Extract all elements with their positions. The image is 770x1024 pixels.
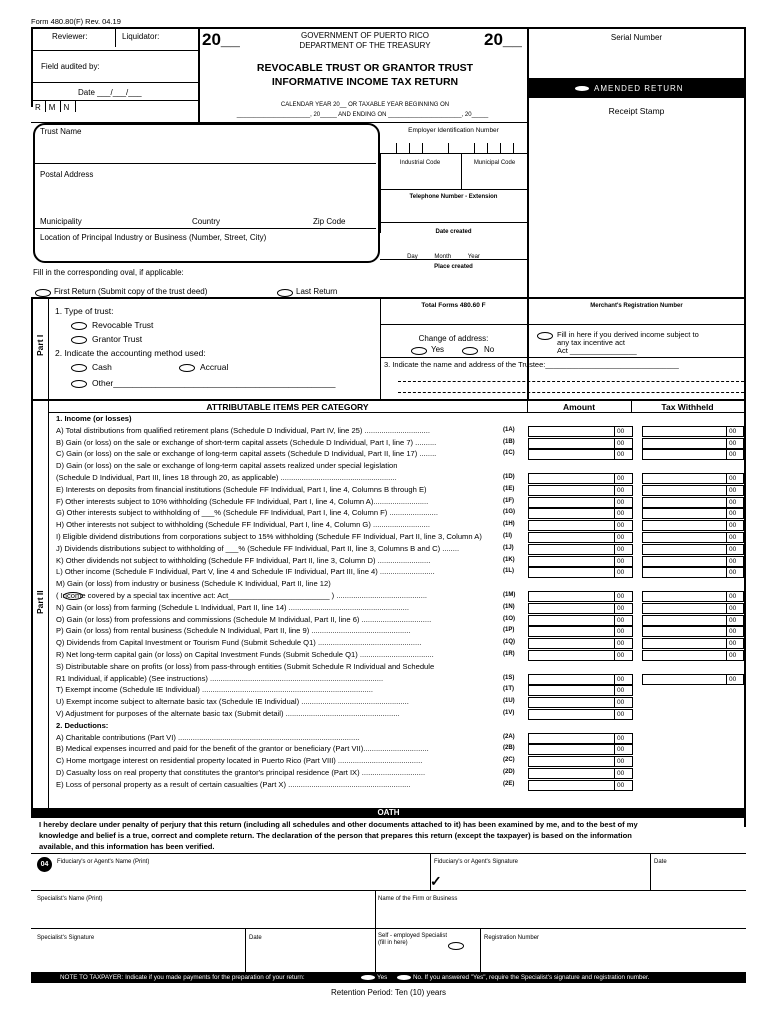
last-return-oval[interactable] — [277, 289, 293, 297]
tax-withheld-cents-divider — [726, 449, 727, 459]
part2-row-text: Q) Dividends from Capital Investment or Tourism Fund (Submit Schedule Q1) ................................................. — [56, 638, 422, 647]
part2-row-text: V) Adjustment for purposes of the alternate basic tax (Submit detail) ...................................................... — [56, 709, 400, 718]
field-audited-label: Field audited by: — [41, 62, 100, 71]
part2-row-text: I) Eligible dividend distributions from corporations subject to 15% withholding (Schedule FF Individual, Part II, line 3, Column A) — [56, 532, 482, 541]
receipt-stamp-label: Receipt Stamp — [608, 106, 665, 116]
amount-cents-divider — [614, 638, 615, 648]
part2-row-text: G) Other interests subject to withholding of ___% (Schedule FF Individual, Part I, line 4, Column F) ....................... — [56, 508, 438, 517]
amount-cents-divider — [614, 438, 615, 448]
tax-withheld-cents: 00 — [729, 428, 737, 435]
part2-row-text: K) Other dividends not subject to withholding (Schedule FF Individual, Part II, line 3, Column D) ......................... — [56, 556, 431, 565]
amount-cents-divider — [614, 733, 615, 743]
left-border-top — [31, 27, 33, 107]
footer-no-oval[interactable] — [397, 975, 411, 980]
part2-row-code: (1J) — [503, 545, 514, 551]
signature-checkmark-icon: ✓ — [430, 873, 442, 889]
part1-right-divider — [380, 297, 381, 399]
place-created-label: Place created — [434, 264, 473, 270]
part2-row-text: J) Dividends distributions subject to withholding of ___% (Schedule FF Individual, Part II, line 3, Columns B and C) ........ — [56, 544, 460, 553]
industrial-code-label: Industrial Code — [399, 160, 441, 166]
grantor-trust-label: Grantor Trust — [92, 334, 143, 344]
code-line — [380, 189, 527, 190]
part2-row-code: (1Q) — [503, 639, 515, 645]
oath-divider-4 — [245, 928, 246, 972]
amount-cents-divider — [614, 603, 615, 613]
amount-cents: 00 — [617, 487, 625, 494]
part2-row-code: (1A) — [503, 427, 515, 433]
part2-top-line — [31, 399, 746, 401]
year-right: 20__ — [484, 30, 522, 49]
first-return-label: First Return (Submit copy of the trust deed) — [54, 287, 208, 296]
tax-withheld-cents-divider — [726, 638, 727, 648]
grantor-trust-oval[interactable] — [71, 336, 87, 344]
tax-withheld-cents-divider — [726, 485, 727, 495]
part1-label-divider — [48, 297, 49, 399]
part2-row-code: (1R) — [503, 651, 515, 657]
amount-cents: 00 — [617, 558, 625, 565]
amount-cents-divider — [614, 615, 615, 625]
tax-withheld-cents-divider — [726, 626, 727, 636]
amount-cents-divider — [614, 426, 615, 436]
part2-row-code: (2B) — [503, 745, 515, 751]
oath-title: OATH — [377, 808, 400, 817]
amount-cents: 00 — [617, 746, 625, 753]
amount-cents: 00 — [617, 510, 625, 517]
retention-period: Retention Period: Ten (10) years — [330, 988, 447, 997]
part2-label: Part II — [35, 590, 45, 614]
fiduciary-name-label: Fiduciary's or Agent's Name (Print) — [57, 859, 150, 865]
change-address-label: Change of address: — [418, 334, 489, 343]
cash-oval[interactable] — [71, 364, 87, 372]
tax-withheld-cents-divider — [726, 556, 727, 566]
part2-row-code: (1U) — [503, 698, 515, 704]
amount-cents: 00 — [617, 475, 625, 482]
amount-cents-divider — [614, 756, 615, 766]
part2-row-code: (1D) — [503, 474, 515, 480]
amount-cents: 00 — [617, 699, 625, 706]
part2-row-text: M) Gain (or loss) from industry or business (Schedule K Individual, Part II, line 12) — [56, 579, 331, 588]
amount-cents: 00 — [617, 593, 625, 600]
tax-withheld-cents: 00 — [729, 475, 737, 482]
amount-cents-divider — [614, 532, 615, 542]
footer-note-b: No. If you answered "Yes", require the Specialist's signature and registration number. — [413, 974, 650, 981]
specialist-signature-label: Specialist's Signature — [37, 935, 95, 941]
serial-number-label: Serial Number — [610, 33, 663, 42]
part2-row-text: D) Casualty loss on real property that constitutes the grantor's principal residence (Part IX) .............................. — [56, 768, 426, 777]
telephone-label: Telephone Number - Extension — [409, 194, 498, 200]
change-address-no-oval[interactable] — [462, 347, 478, 355]
incentive-act-line1: Fill in here if you derived income subject to — [557, 330, 699, 339]
accrual-oval[interactable] — [179, 364, 195, 372]
left-block-divider — [198, 27, 200, 123]
rmn-divider-2 — [60, 100, 61, 112]
cash-label: Cash — [92, 362, 112, 372]
part2-row-text: ( Income covered by a special tax incentive act: Act________________________ ) ........................................... — [56, 591, 428, 600]
amount-cents: 00 — [617, 522, 625, 529]
self-employed-label-line1: Self - employed Specialist — [378, 933, 448, 939]
calendar-year-line1: CALENDAR YEAR 20__ OR TAXABLE YEAR BEGINNING ON — [280, 102, 450, 108]
amount-cents-divider — [614, 744, 615, 754]
part2-row-code: (2C) — [503, 757, 515, 763]
attributable-items-header: ATTRIBUTABLE ITEMS PER CATEGORY — [206, 402, 369, 412]
amount-cents: 00 — [617, 440, 625, 447]
liquidator-label: Liquidator: — [122, 32, 160, 41]
amount-cents-divider — [614, 709, 615, 719]
firm-name-label: Name of the Firm or Business — [378, 896, 458, 902]
other-method-oval[interactable] — [71, 380, 87, 388]
part2-row-text: F) Other interests subject to 10% withholding (Schedule FF Individual, Part I, line 4, Column A).......................... — [56, 497, 429, 506]
amount-cents: 00 — [617, 534, 625, 541]
part2-row-code: (1O) — [503, 616, 515, 622]
zip-code-label: Zip Code — [313, 217, 346, 226]
part1-top-line — [31, 297, 746, 299]
merchant-registration-label: Merchant's Registration Number — [590, 303, 683, 309]
amount-cents: 00 — [617, 451, 625, 458]
location-label: Location of Principal Industry or Business (Number, Street, City) — [40, 233, 267, 242]
part2-row-code: (1I) — [503, 533, 512, 539]
tax-withheld-cents-divider — [726, 567, 727, 577]
change-address-no-label: No — [484, 345, 495, 354]
amount-cents-divider — [614, 650, 615, 660]
fill-oval-label: Fill in the corresponding oval, if applicable: — [33, 268, 184, 277]
amount-cents-divider — [614, 556, 615, 566]
part2-row-text: E) Loss of personal property as a result of certain casualties (Part X) .......................................................... — [56, 780, 411, 789]
footer-yes-oval[interactable] — [361, 975, 375, 980]
amount-cents-divider — [614, 780, 615, 790]
tax-withheld-cents-divider — [726, 438, 727, 448]
form-title-line1: REVOCABLE TRUST OR GRANTOR TRUST — [256, 62, 474, 74]
part2-row-text: B) Medical expenses incurred and paid for the benefit of the grantor or beneficiary (Part VII)............................... — [56, 744, 429, 753]
part2-left-border — [31, 399, 33, 817]
amount-cents-divider — [614, 626, 615, 636]
tax-withheld-cents: 00 — [729, 534, 737, 541]
tax-withheld-cents-divider — [726, 426, 727, 436]
part2-row-text: D) Gain (or loss) on the sale or exchange of long-term capital assets realized under special legislation — [56, 461, 398, 470]
amended-return-label: AMENDED RETURN — [594, 84, 684, 93]
amount-cents-divider — [614, 497, 615, 507]
tax-withheld-cents-divider — [726, 544, 727, 554]
oath-divider-5 — [480, 928, 481, 972]
amount-cents: 00 — [617, 782, 625, 789]
rmn-divider-1 — [45, 100, 46, 112]
part2-header-line — [48, 412, 745, 413]
amount-cents-divider — [614, 674, 615, 684]
part2-row-code: (1S) — [503, 675, 515, 681]
amount-cents: 00 — [617, 628, 625, 635]
change-address-yes-label: Yes — [431, 345, 445, 354]
tax-withheld-cents: 00 — [729, 628, 737, 635]
change-address-yes-oval[interactable] — [411, 347, 427, 355]
oath-lower-line — [31, 928, 746, 929]
part2-row-text: A) Total distributions from qualified retirement plans (Schedule D Individual, Part IV, line 25) ............................... — [56, 426, 430, 435]
accounting-method-label: 2. Indicate the accounting method used: — [55, 348, 206, 358]
amount-cents: 00 — [617, 770, 625, 777]
self-employed-oval[interactable] — [448, 942, 464, 950]
part2-row-code: (1H) — [503, 521, 515, 527]
self-employed-label-line2: (fill in here) — [378, 940, 408, 946]
reviewer-divider — [115, 27, 116, 47]
part2-row-code: (1K) — [503, 557, 515, 563]
last-return-label: Last Return — [296, 287, 338, 296]
amount-cents-divider — [614, 768, 615, 778]
top-border — [31, 27, 746, 29]
total-forms-line — [380, 324, 746, 325]
ein-boxes[interactable] — [396, 143, 514, 153]
part2-row-text: O) Gain (or loss) from professions and commissions (Schedule M Individual, Part II, line 6) ................................. — [56, 615, 432, 624]
amount-cents-divider — [614, 485, 615, 495]
date-label: Date ___/___/___ — [78, 88, 142, 97]
total-forms-label: Total Forms 480.60 F — [421, 302, 486, 309]
amount-cents-divider — [614, 567, 615, 577]
part2-row-code: (1B) — [503, 439, 515, 445]
form-title-line2: INFORMATIVE INCOME TAX RETURN — [271, 76, 459, 88]
tax-withheld-cents: 00 — [729, 440, 737, 447]
amount-cents-divider — [614, 520, 615, 530]
incentive-act-line3: Act ________________ — [557, 346, 637, 355]
oath-signature-top-line — [31, 853, 746, 854]
country-label: Country — [192, 217, 221, 226]
amount-cents: 00 — [617, 617, 625, 624]
amount-cents: 00 — [617, 605, 625, 612]
form-number: Form 480.80(F) Rev. 04.19 — [31, 17, 121, 26]
part2-row-code: (2D) — [503, 769, 515, 775]
year-left: 20__ — [202, 30, 240, 49]
tax-withheld-cents: 00 — [729, 569, 737, 576]
tax-withheld-cents: 00 — [729, 522, 737, 529]
part2-row-text: H) Other interests not subject to withholding (Schedule FF Individual, Part I, line 4, Column G) ........................... — [56, 520, 430, 529]
incentive-act-oval[interactable] — [537, 332, 553, 340]
part1-left-border — [31, 297, 33, 399]
department-name: DEPARTMENT OF THE TREASURY — [299, 41, 431, 50]
registration-number-label: Registration Number — [484, 935, 540, 941]
tax-withheld-cents: 00 — [729, 676, 737, 683]
tax-withheld-cents: 00 — [729, 499, 737, 506]
part2-row-code: (1T) — [503, 686, 514, 692]
trustee-label: 3. Indicate the name and address of the Trustee:________________________________ — [384, 360, 679, 369]
trustee-top-line — [380, 357, 746, 358]
part2-row-code: (1G) — [503, 509, 515, 515]
oath-divider-2 — [650, 853, 651, 890]
oath-badge: 04 — [37, 857, 52, 872]
part2-row-code: (1F) — [503, 498, 514, 504]
accrual-label: Accrual — [200, 362, 229, 372]
tax-withheld-cents-divider — [726, 650, 727, 660]
part2-row-text: N) Gain (or loss) from farming (Schedule L Individual, Part II, line 14) ......................................................... — [56, 603, 409, 612]
footer-note-a: NOTE TO TAXPAYER: Indicate if you made payments for the preparation of your return: — [60, 974, 305, 981]
tax-withheld-cents-divider — [726, 508, 727, 518]
tax-withheld-cents: 00 — [729, 487, 737, 494]
oath-text-line2: knowledge and belief is a true, correct and complete return. The declaration of the person that prepares this return (except the taxpayer) is based on the information — [39, 831, 632, 840]
amount-cents: 00 — [617, 711, 625, 718]
trust-name-line — [35, 163, 376, 164]
type-of-trust-label: 1. Type of trust: — [55, 306, 114, 316]
right-border — [744, 27, 746, 827]
part2-label-divider — [48, 399, 49, 817]
trustee-line-1 — [398, 381, 744, 382]
date-line — [31, 100, 198, 101]
municipality-label: Municipality — [40, 217, 82, 226]
tax-withheld-cents: 00 — [729, 617, 737, 624]
part2-row-text: E) Interests on deposits from financial institutions (Schedule FF Individual, Part I, line 4, Columns B through E) — [56, 485, 427, 494]
municipality-line — [35, 228, 376, 229]
part2-row-text: B) Gain (or loss) on the sale or exchange of short-term capital assets (Schedule D Individual, Part I, line 7) .......... — [56, 438, 437, 447]
tax-withheld-cents: 00 — [729, 605, 737, 612]
amount-cents-divider — [614, 449, 615, 459]
reviewer-line — [31, 50, 198, 51]
revocable-trust-oval[interactable] — [71, 322, 87, 330]
government-name: GOVERNMENT OF PUERTO RICO — [300, 31, 429, 40]
tax-withheld-cents-divider — [726, 591, 727, 601]
part2-row-code: (1M) — [503, 592, 516, 598]
part2-row-code: (1C) — [503, 450, 515, 456]
part2-row-text: C) Gain (or loss) on the sale or exchange of long-term capital assets (Schedule D Individual, Part II, line 17) ........ — [56, 449, 437, 458]
revocable-trust-label: Revocable Trust — [92, 320, 154, 330]
tax-withheld-cents-divider — [726, 615, 727, 625]
part2-row-text: 2. Deductions: — [56, 721, 109, 730]
tax-withheld-cents: 00 — [729, 510, 737, 517]
part2-row-text: L) Other income (Schedule F Individual, Part V, line 4 and Schedule IF Individual, Part III, line 4) .......................... — [56, 567, 435, 576]
incentive-income-oval[interactable] — [63, 592, 83, 600]
oath-divider-3 — [375, 890, 376, 972]
amount-cents: 00 — [617, 546, 625, 553]
amount-cents: 00 — [617, 676, 625, 683]
ein-line — [380, 153, 527, 154]
tax-withheld-cents-divider — [726, 497, 727, 507]
amount-cents-divider — [614, 685, 615, 695]
tax-withheld-header: Tax Withheld — [661, 402, 714, 412]
tax-withheld-cents-divider — [726, 520, 727, 530]
part2-row-code: (1V) — [503, 710, 515, 716]
amount-cents: 00 — [617, 499, 625, 506]
footer-yes-label: Yes — [377, 974, 388, 981]
part2-row-text: R1 Individual, if applicable) (See instructions) .................................................................................. — [56, 674, 384, 683]
amount-cents: 00 — [617, 687, 625, 694]
tax-withheld-cents-divider — [726, 674, 727, 684]
part2-row-code: (1E) — [503, 486, 515, 492]
fiduciary-signature-label: Fiduciary's or Agent's Signature — [434, 859, 518, 865]
amount-cents: 00 — [617, 569, 625, 576]
amount-cents-divider — [614, 697, 615, 707]
amount-cents: 00 — [617, 428, 625, 435]
part2-row-text: U) Exempt income subject to alternate basic tax (Schedule IE Individual) ................................................... — [56, 697, 409, 706]
tax-withheld-cents: 00 — [729, 546, 737, 553]
amount-cents-divider — [614, 473, 615, 483]
withheld-col-divider — [631, 399, 632, 413]
amount-cents: 00 — [617, 758, 625, 765]
tax-withheld-cents-divider — [726, 532, 727, 542]
amount-header: Amount — [562, 402, 596, 412]
field-audited-line — [31, 82, 198, 83]
date-created-label: Date created — [435, 229, 472, 235]
amount-cents-divider — [614, 544, 615, 554]
rmn-boxes: RMN — [35, 103, 78, 112]
other-method-label: Other_______________________________________________ — [92, 378, 336, 388]
part2-row-code: (2A) — [503, 734, 515, 740]
part2-row-text: R) Net long-term capital gain (or loss) on Capital Investment Funds (Submit Schedule Q1) ................................... — [56, 650, 434, 659]
tax-withheld-cents: 00 — [729, 451, 737, 458]
specialist-name-label: Specialist's Name (Print) — [37, 896, 103, 902]
first-return-oval[interactable] — [35, 289, 51, 297]
part2-row-text: S) Distributable share on profits (or loss) from pass-through entities (Submit Schedule R Individual and Schedule — [56, 662, 435, 671]
date-created-line — [380, 259, 527, 260]
part2-row-code: (2E) — [503, 781, 515, 787]
tax-withheld-cents: 00 — [729, 558, 737, 565]
calendar-year-line2: ______________________, 20_____ AND ENDING ON ______________________, 20_____ — [236, 112, 489, 118]
incentive-act-line2: any tax incentive act — [557, 338, 625, 347]
reviewer-label: Reviewer: — [52, 32, 88, 41]
postal-address-label: Postal Address — [40, 170, 94, 179]
date-label-2: Date — [249, 935, 262, 941]
part2-row-text: A) Charitable contributions (Part VI) ...................................................................................... — [56, 733, 360, 742]
part2-row-text: C) Home mortgage interest on residential property located in Puerto Rico (Part VIII) ........................................ — [56, 756, 423, 765]
tax-withheld-cents: 00 — [729, 640, 737, 647]
amount-cents: 00 — [617, 640, 625, 647]
amended-return-oval[interactable] — [575, 86, 589, 91]
amount-col-divider — [527, 399, 528, 413]
part2-row-text: (Schedule D Individual, Part III, lines 18 through 20, as applicable) ....................................................... — [56, 473, 397, 482]
tax-withheld-cents-divider — [726, 473, 727, 483]
rmn-divider-3 — [75, 100, 76, 112]
oath-text-line1: I hereby declare under penalty of perjury that this return (including all schedules and other documents attached to it) has been examined by me, and to the best of my — [39, 820, 638, 829]
part2-row-code: (1N) — [503, 604, 515, 610]
amount-cents: 00 — [617, 735, 625, 742]
amount-cents-divider — [614, 591, 615, 601]
day-month-year: Day_____Month_____Year______ — [407, 254, 500, 260]
part2-row-code: (1P) — [503, 627, 515, 633]
municipal-code-label: Municipal Code — [473, 160, 516, 166]
amount-cents-divider — [614, 508, 615, 518]
part1-label: Part I — [35, 334, 45, 356]
oath-mid-line — [31, 890, 746, 891]
tax-withheld-cents: 00 — [729, 652, 737, 659]
part2-row-text: P) Gain (or loss) from rental business (Schedule N Individual, Part II, line 9) ............................................... — [56, 626, 411, 635]
amount-cents: 00 — [617, 652, 625, 659]
tax-withheld-cents: 00 — [729, 593, 737, 600]
date-label-1: Date — [654, 859, 667, 865]
trust-name-label: Trust Name — [40, 127, 82, 136]
part2-row-text: 1. Income (or losses) — [56, 414, 132, 423]
part2-row-text: T) Exempt income (Schedule IE Individual) ................................................................................. — [56, 685, 373, 694]
telephone-line — [380, 222, 527, 223]
part2-row-code: (1L) — [503, 568, 514, 574]
tax-withheld-cents-divider — [726, 603, 727, 613]
oath-text-line3: available, and this information has been verified. — [39, 842, 215, 851]
trustee-line-2 — [398, 392, 744, 393]
ein-label: Employer Identification Number — [408, 127, 499, 134]
